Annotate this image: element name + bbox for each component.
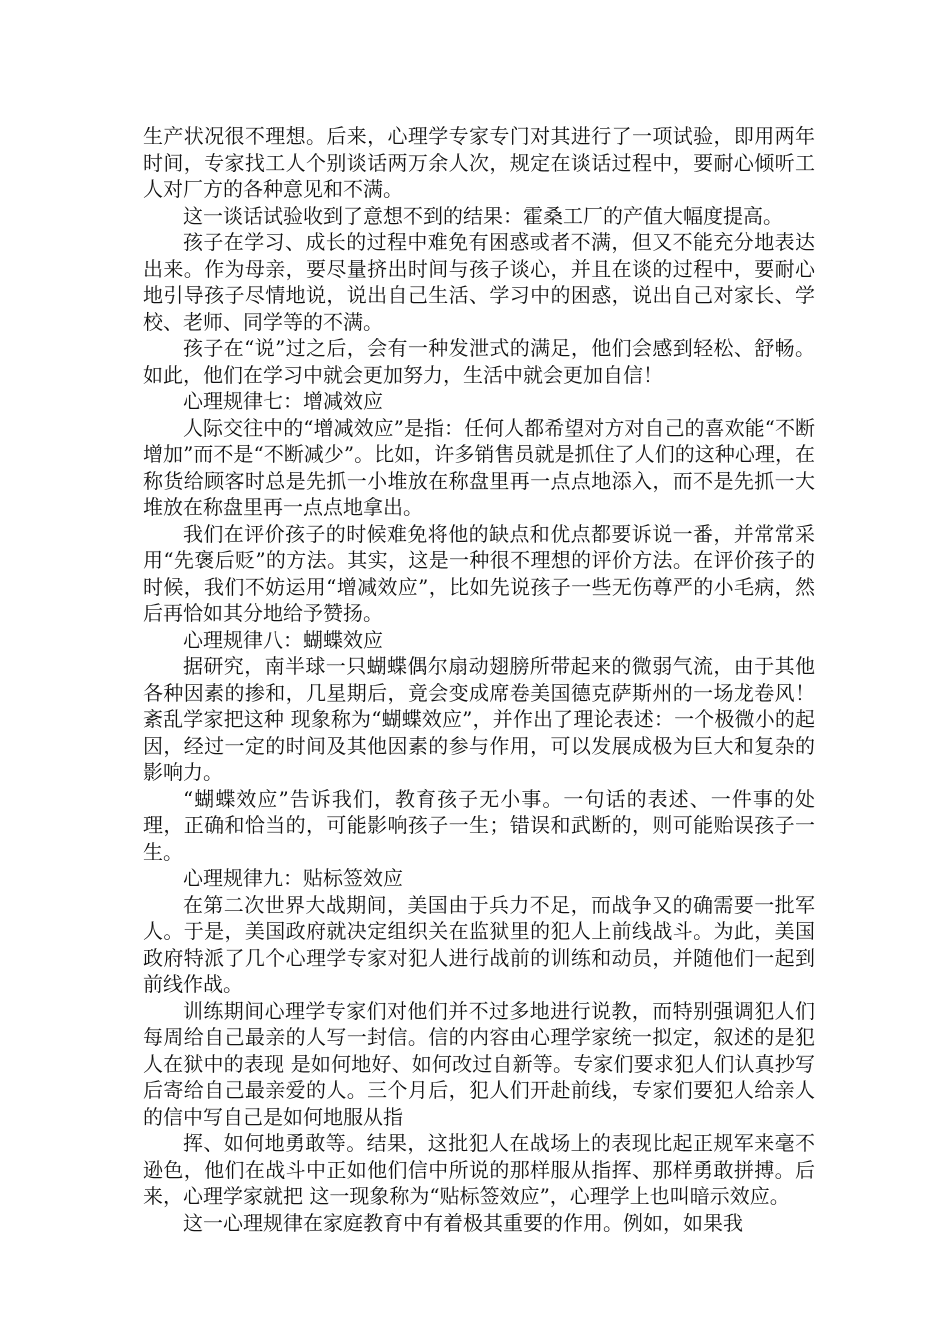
paragraph-7: 据研究，南半球一只蝴蝶偶尔扇动翅膀所带起来的微弱气流，由于其他各种因素的掺和，几星期后，竟会变成席卷美国德克萨斯州的一场龙卷风！紊乱学家把这种 现象称为“蝴蝶效应”，并作出了理论表述：一个极微小的起因，经过一定的时间及其他因素的参与作用，可以发展成极为巨大和复杂的影响力。 [143,654,815,784]
paragraph-10: 训练期间心理学专家们对他们并不过多地进行说教，而特别强调犯人们每周给自己最亲的人写一封信。信的内容由心理学家统一拟定，叙述的是犯人在狱中的表现 是如何地好、如何改过自新等。专家们要求犯人们认真抄写后寄给自己最亲爱的人。三个月后，犯人们开赴前线，专家们要犯人给亲人的信中写自己是如何地服从指 [143,998,815,1129]
paragraph-8: “蝴蝶效应”告诉我们，教育孩子无小事。一句话的表述、一件事的处理，正确和恰当的，可能影响孩子一生；错误和武断的，则可能贻误孩子一生。 [143,786,815,864]
paragraph-4: 孩子在“说”过之后，会有一种发泄式的满足，他们会感到轻松、舒畅。如此，他们在学习中就会更加努力，生活中就会更加自信！ [143,336,815,387]
paragraph-2: 这一谈话试验收到了意想不到的结果：霍桑工厂的产值大幅度提高。 [183,203,783,228]
paragraph-3: 孩子在学习、成长的过程中难免有困惑或者不满，但又不能充分地表达出来。作为母亲，要尽量挤出时间与孩子谈心，并且在谈的过程中，要耐心地引导孩子尽情地说，说出自己生活、学习中的困惑，说出自己对家长、学校、老师、同学等的不满。 [143,230,815,334]
paragraph-1: 生产状况很不理想。后来，心理学专家专门对其进行了一项试验，即用两年时间，专家找工人个别谈话两万余人次，规定在谈话过程中，要耐心倾听工人对厂方的各种意见和不满。 [143,124,815,201]
section-heading-8: 心理规律八：蝴蝶效应 [183,627,383,652]
section-heading-9: 心理规律九：贴标签效应 [183,866,403,890]
paragraph-6: 我们在评价孩子的时候难免将他的缺点和优点都要诉说一番，并常常采用“先褒后贬”的方法。其实，这是一种很不理想的评价方法。在评价孩子的时候，我们不妨运用“增减效应”，比如先说孩子一些无伤尊严的小毛病，然后再恰如其分地给予赞扬。 [143,521,815,625]
paragraph-9: 在第二次世界大战期间，美国由于兵力不足，而战争又的确需要一批军人。于是，美国政府就决定组织关在监狱里的犯人上前线战斗。为此，美国政府特派了几个心理学专家对犯人进行战前的训练和动员，并随他们一起到前线作战。 [143,892,815,996]
paragraph-12: 这一心理规律在家庭教育中有着极其重要的作用。例如，如果我 [183,1210,743,1235]
section-heading-7: 心理规律七：增减效应 [183,389,383,413]
paragraph-11: 挥、如何地勇敢等。结果，这批犯人在战场上的表现比起正规军来毫不逊色，他们在战斗中正如他们信中所说的那样服从指挥、那样勇敢拼搏。后来，心理学家就把 这一现象称为“贴标签效应”，心理学上也叫暗示效应。 [143,1131,815,1208]
document-body [143,123,815,1236]
paragraph-5: 人际交往中的“增减效应”是指：任何人都希望对方对自己的喜欢能“不断增加”而不是“不断减少”。比如，许多销售员就是抓住了人们的这种心理，在称货给顾客时总是先抓一小堆放在称盘里再一点点地添入，而不是先抓一大堆放在称盘里再一点点地拿出。 [143,415,815,519]
